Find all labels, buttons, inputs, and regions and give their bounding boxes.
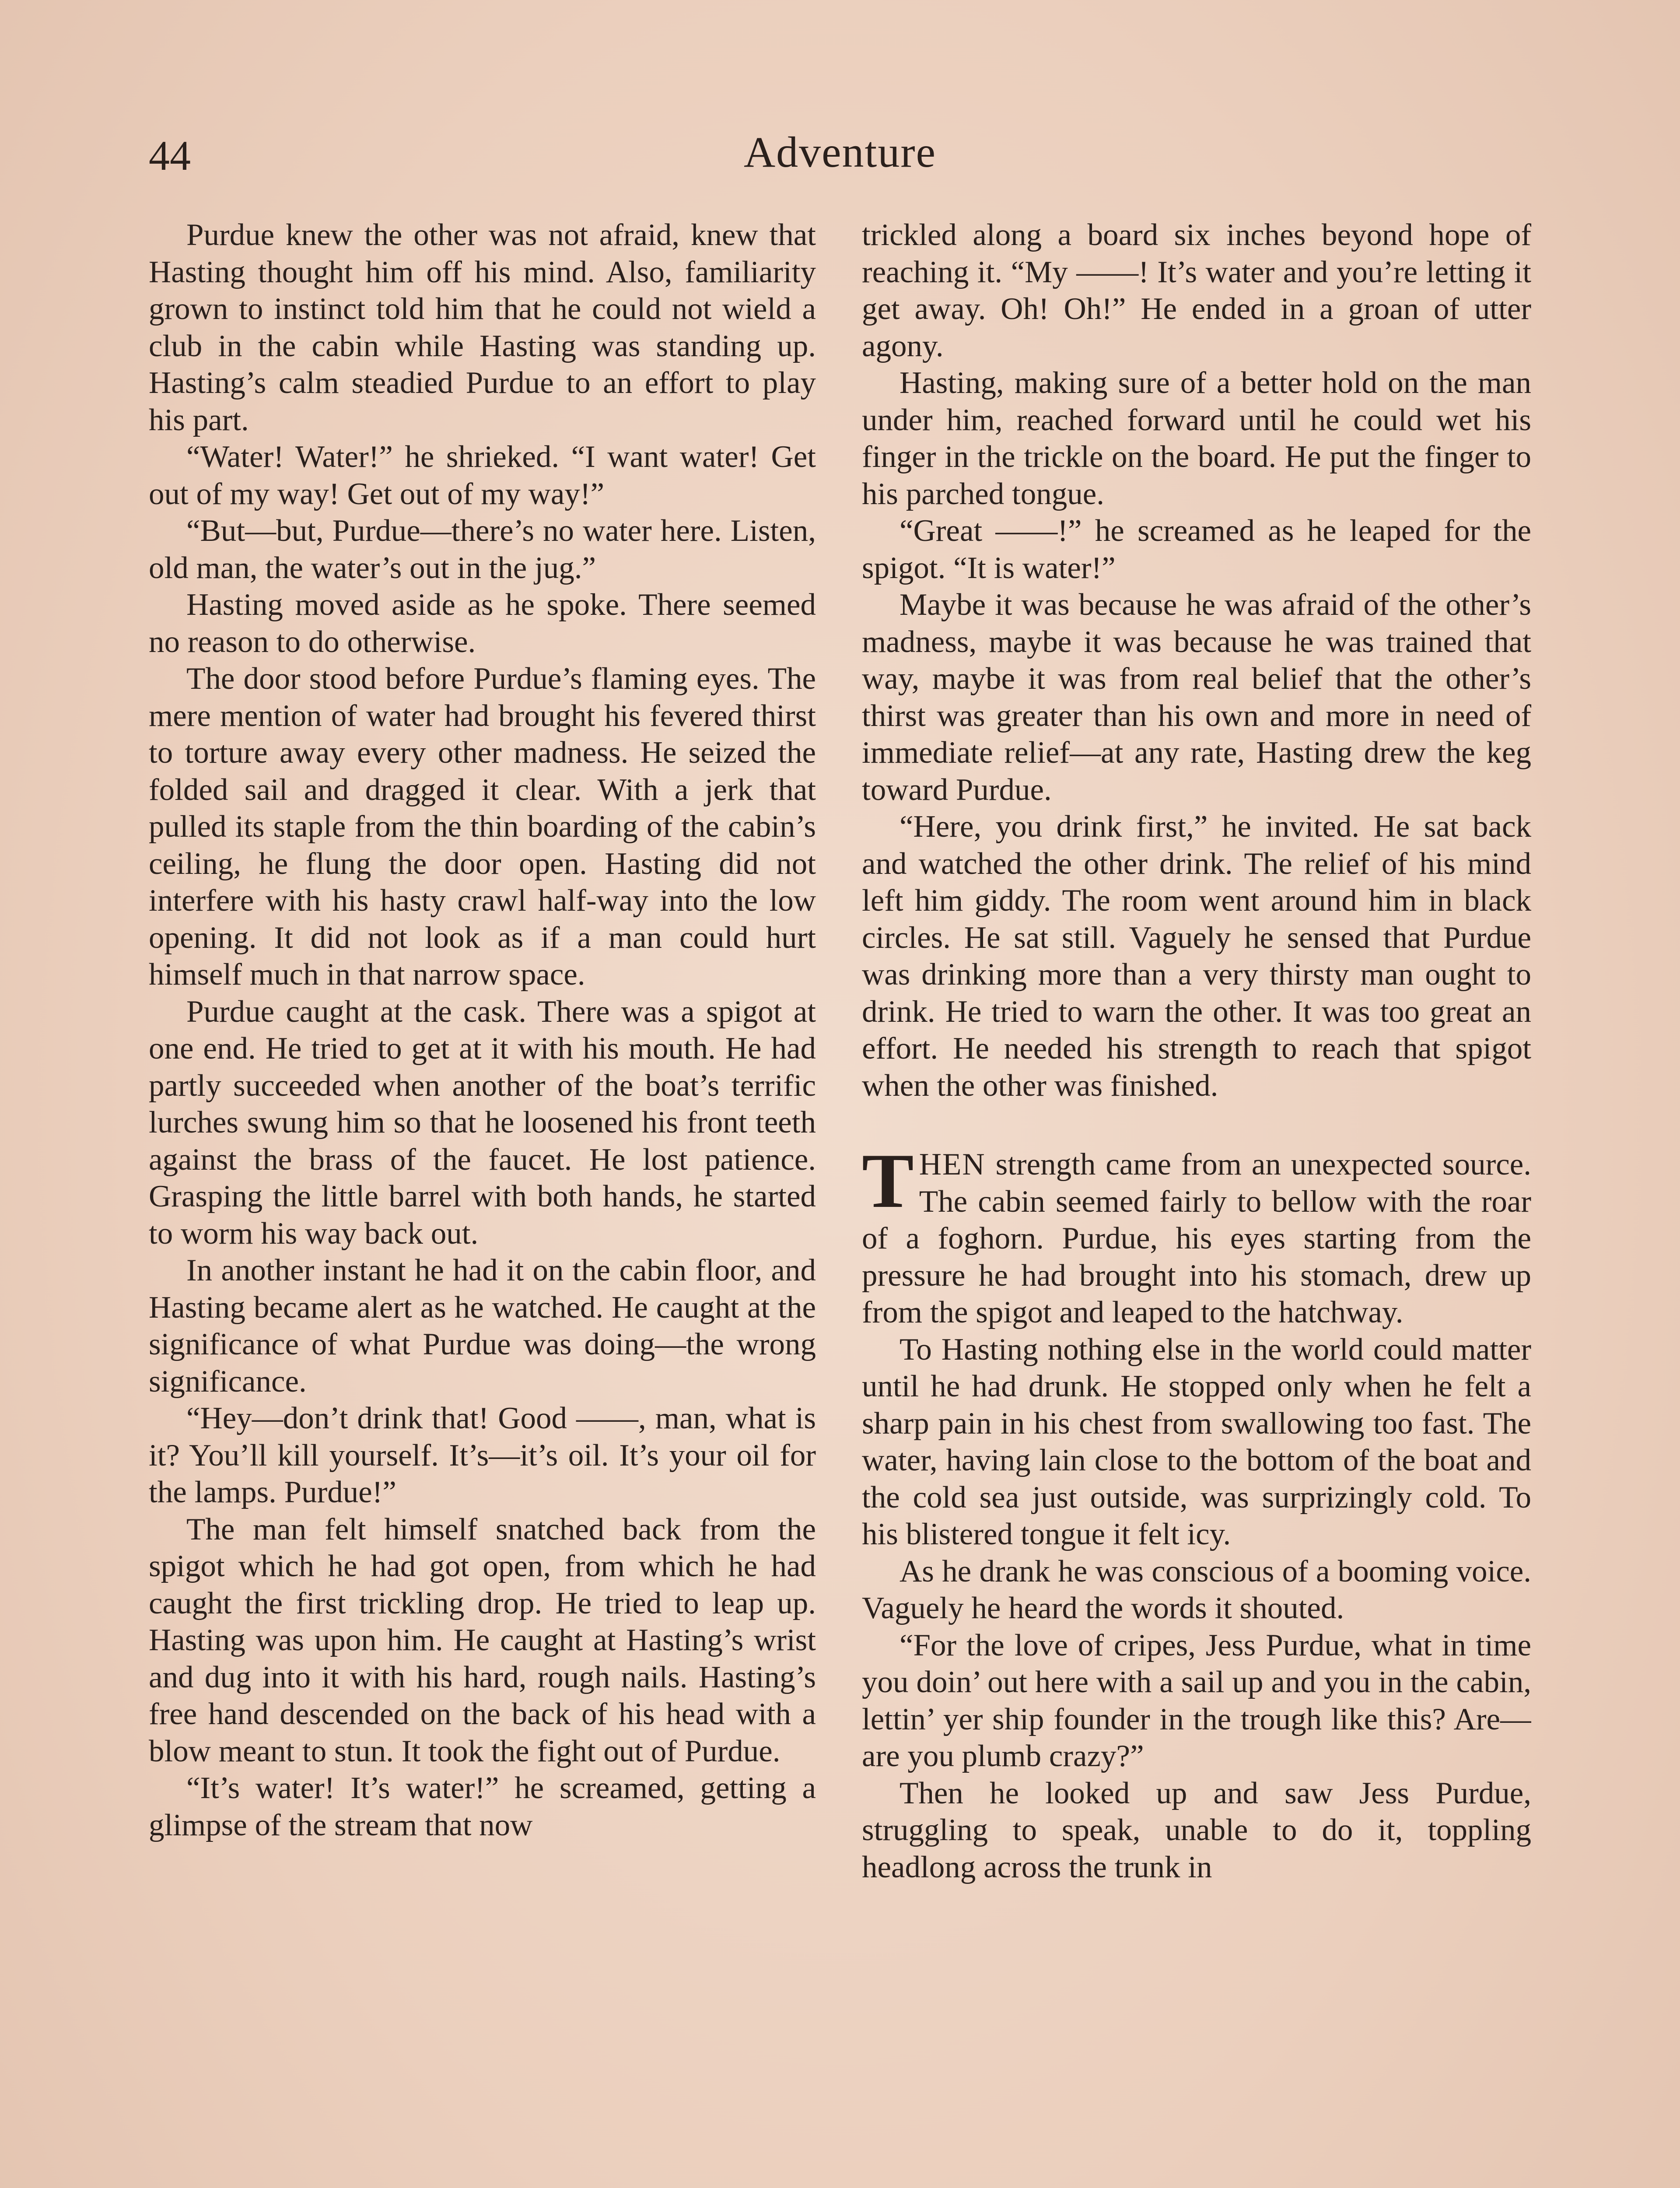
continued-paragraph: trickled along a board six inches beyond hope of reaching it. “My ——! It’s water and you’re letting it get away. Oh! Oh!” He ended in a groan of utter agony.: [862, 218, 1531, 363]
paragraph: The door stood before Purdue’s flaming eyes. The mere mention of water had brought his fevered thirst to torture away every other madness. He seized the folded sail and dragged it clear. With a jerk that pulled its staple from the thin boarding of the cabin’s ceiling, he flung the door open. Hasting did not interfere with his hasty crawl half-way into the low opening. It did not look as if a man could hurt himself much in that narrow space.: [149, 662, 816, 992]
paragraph: Hasting, making sure of a better hold on the man under him, reached forward until he could wet his finger in the trickle on the board. He put the finger to his parched tongue.: [862, 366, 1531, 511]
paragraph: “Hey—don’t drink that! Good ——, man, what is it? You’ll kill yourself. It’s—it’s oil. It’s your oil for the lamps. Purdue!”: [149, 1401, 816, 1509]
paragraph: “Great ——!” he screamed as he leaped for the spigot. “It is water!”: [862, 514, 1531, 585]
paragraph: To Hasting nothing else in the world could matter until he had drunk. He stopped only when he felt a sharp pain in his chest from swallowing too fast. The water, having lain close to the bottom of the boat and the cold sea just outside, was surprizingly cold. To his blistered tongue it felt icy.: [862, 1332, 1531, 1551]
paragraph: Then he looked up and saw Jess Purdue, struggling to speak, unable to do it, toppling headlong across the trunk in: [862, 1776, 1531, 1884]
page-header: [149, 127, 1531, 184]
paragraph: “For the love of cripes, Jess Purdue, what in time you doin’ out here with a sail up and you in the cabin, lettin’ yer ship founder in the trough like this? Are—are you plumb crazy?”: [862, 1628, 1531, 1773]
drop-cap: T: [862, 1137, 914, 1224]
left-column: [149, 217, 816, 2188]
paragraph: In another instant he had it on the cabin floor, and Hasting became alert as he watched. He caught at the significance of what Purdue was doing—the wrong significance.: [149, 1253, 816, 1399]
small-caps-lead: HEN: [919, 1147, 986, 1182]
paragraph: “Here, you drink first,” he invited. He sat back and watched the other drink. The relief of his mind left him giddy. The room went around him in black circles. He sat still. Vaguely he sensed that Purdue was drinking more than a very thirsty man ought to drink. He tried to warn the other. It was too great an effort. He needed his strength to reach that spigot when the other was finished.: [862, 810, 1531, 1103]
paragraph: The man felt himself snatched back from the spigot which he had got open, from which he had caught the first trickling drop. He tried to leap up. Hasting was upon him. He caught at Hasting’s wrist and dug into it with his hard, rough nails. Hasting’s free hand descended on the back of his head with a blow meant to stun. It took the fight out of Purdue.: [149, 1512, 816, 1768]
paragraph: “Water! Water!” he shrieked. “I want water! Get out of my way! Get out of my way!”: [149, 440, 816, 511]
paragraph: “It’s water! It’s water!” he screamed, getting a glimpse of the stream that now: [149, 1771, 816, 1842]
paragraph: Purdue knew the other was not afraid, knew that Hasting thought him off his mind. Also, familiarity grown to instinct told him that he could not wield a club in the cabin while Hasting was standing up. Hasting’s calm steadied Purdue to an effort to play his part.: [149, 218, 816, 437]
paragraph: As he drank he was conscious of a booming voice. Vaguely he heard the words it shouted.: [862, 1554, 1531, 1625]
right-column: [862, 217, 1531, 2188]
page-number: 44: [149, 132, 191, 179]
paragraph: Maybe it was because he was afraid of the other’s madness, maybe it was because he was trained that way, maybe it was from real belief that the other’s thirst was greater than his own and more in need of immediate relief—at any rate, Hasting drew the keg toward Purdue.: [862, 588, 1531, 807]
section-text: strength came from an unexpected source. The cabin seemed fairly to bellow with the roar of a foghorn. Purdue, his eyes starting from the pressure he had brought into his stomach, drew up from the spigot and leaped to the hatchway.: [862, 1147, 1531, 1329]
section-opening-paragraph: [862, 1137, 1531, 1331]
paragraph: “But—but, Purdue—there’s no water here. Listen, old man, the water’s out in the jug.”: [149, 514, 816, 585]
running-title: Adventure: [743, 128, 937, 176]
paragraph: Hasting moved aside as he spoke. There seemed no reason to do otherwise.: [149, 588, 816, 659]
paragraph: Purdue caught at the cask. There was a spigot at one end. He tried to get at it with his mouth. He had partly succeeded when another of the boat’s terrific lurches swung him so that he loosened his front teeth against the brass of the faucet. He lost patience. Grasping the little barrel with both hands, he started to worm his way back out.: [149, 994, 816, 1251]
